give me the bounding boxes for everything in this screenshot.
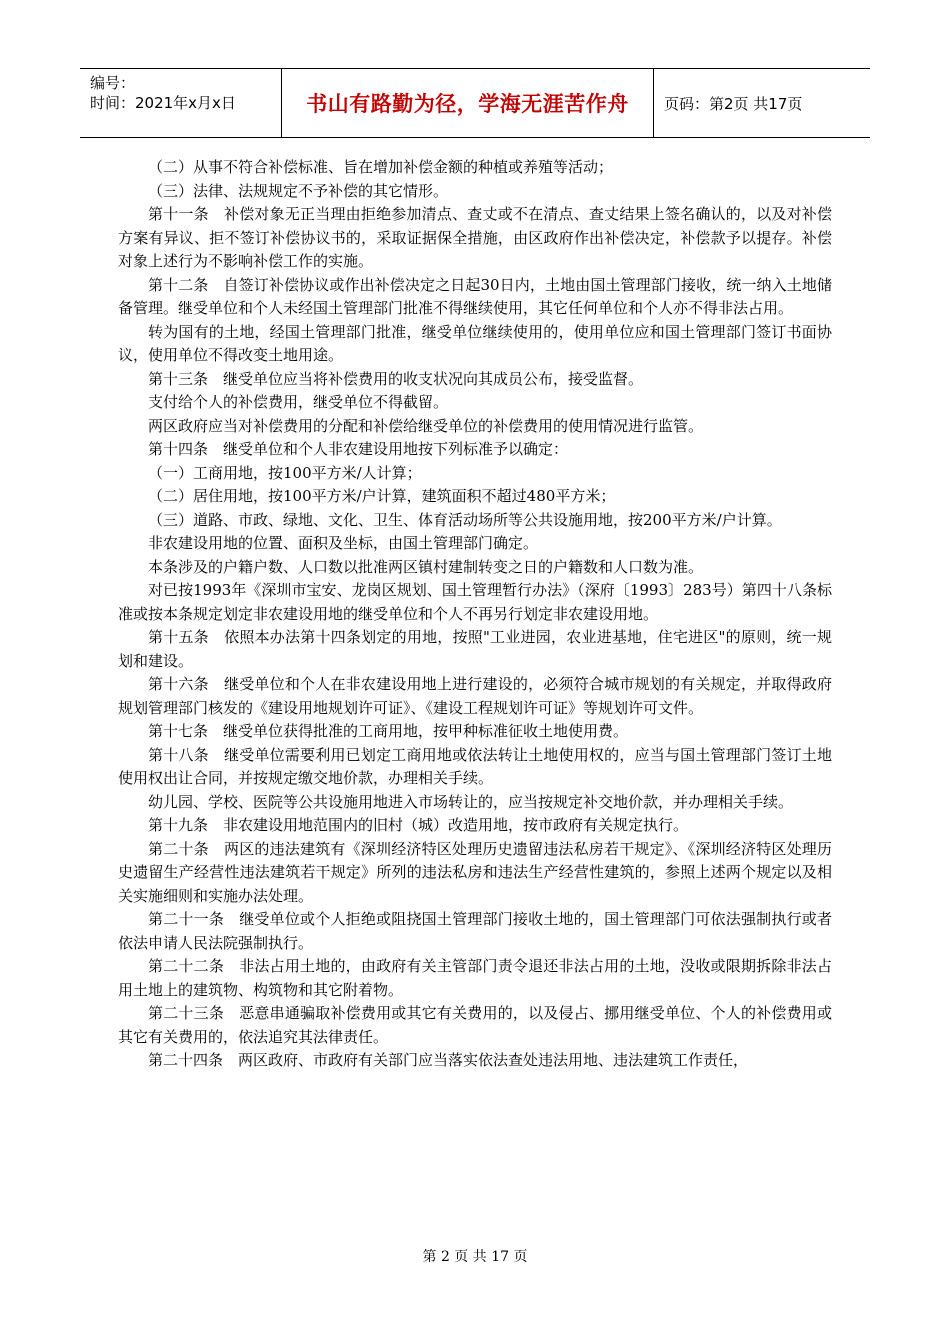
paragraph: （三）道路、市政、绿地、文化、卫生、体育活动场所等公共设施用地，按200平方米/户计算。 [148, 510, 782, 529]
paragraph: 对已按1993年《深圳市宝安、龙岗区规划、国土管理暂行办法》（深府〔1993〕283号）第四十八条标准或按本条规定划定非农建设用地的继受单位和个人不再另行划定非农建设用地。 [118, 581, 832, 623]
document-date: 时间：2021年x月x日 [90, 94, 236, 112]
paragraph: （二）从事不符合补偿标准、旨在增加补偿金额的种植或养殖等活动； [148, 158, 614, 176]
paragraph: 第十二条 自签订补偿协议或作出补偿决定之日起30日内，土地由国土管理部门接收，统一纳入土地储备管理。继受单位和个人未经国土管理部门批准不得继续使用，其它任何单位和个人亦不得非法占用。 [118, 275, 832, 317]
paragraph: 幼儿园、学校、医院等公共设施用地进入市场转让的，应当按规定补交地价款，并办理相关手续。 [148, 792, 794, 811]
header-motto: 书山有路勤为径，学海无涯苦作舟 [282, 69, 654, 137]
paragraph: 两区政府应当对补偿费用的分配和补偿给继受单位的补偿费用的使用情况进行监管。 [148, 416, 704, 435]
paragraph: 第二十四条 两区政府、市政府有关部门应当落实依法查处违法用地、违法建筑工作责任， [148, 1051, 749, 1069]
paragraph: 第二十条 两区的违法建筑有《深圳经济特区处理历史遗留违法私房若干规定》、《深圳经济特区处理历史遗留生产经营性违法建筑若干规定》所列的违法私房和违法生产经营性建筑的，参照上述两个规定以及相关实施细则和实施办法处理。 [118, 839, 832, 905]
paragraph: 第二十三条 恶意串通骗取补偿费用或其它有关费用的，以及侵占、挪用继受单位、个人的补偿费用或其它有关费用的，依法追究其法律责任。 [118, 1004, 832, 1046]
page-header [80, 68, 870, 138]
paragraph: 第十七条 继受单位获得批准的工商用地，按甲种标准征收土地使用费。 [148, 722, 629, 740]
paragraph: 支付给个人的补偿费用，继受单位不得截留。 [148, 393, 449, 411]
paragraph: （二）居住用地，按100平方米/户计算，建筑面积不超过480平方米； [148, 487, 616, 505]
paragraph: 第十四条 继受单位和个人非农建设用地按下列标准予以确定： [148, 440, 569, 458]
paragraph: （一）工商用地，按100平方米/人计算； [148, 463, 422, 482]
paragraph: 第二十一条 继受单位或个人拒绝或阻挠国土管理部门接收土地的，国土管理部门可依法强制执行或者依法申请人民法院强制执行。 [118, 910, 832, 952]
paragraph: 第十五条 依照本办法第十四条划定的用地，按照"工业进园，农业进基地，住宅进区"的原则，统一规划和建设。 [118, 628, 832, 670]
page-footer: 第 2 页 共 17 页 [422, 1249, 528, 1265]
paragraph: 第十三条 继受单位应当将补偿费用的收支状况向其成员公布，接受监督。 [148, 369, 644, 388]
paragraph: 第十九条 非农建设用地范围内的旧村（城）改造用地，按市政府有关规定执行。 [148, 816, 689, 834]
paragraph: 第十一条 补偿对象无正当理由拒绝参加清点、查丈或不在清点、查丈结果上签名确认的，以及对补偿方案有异议、拒不签订补偿协议书的，采取证据保全措施，由区政府作出补偿决定，补偿款予以提存。补偿对象上述行为不影响补偿工作的实施。 [118, 205, 832, 270]
header-page-number: 页码：第2页 共17页 [664, 94, 803, 113]
paragraph: 非农建设用地的位置、面积及坐标，由国土管理部门确定。 [148, 534, 539, 552]
paragraph: 第十八条 继受单位需要利用已划定工商用地或依法转让土地使用权的，应当与国土管理部门签订土地使用权出让合同，并按规定缴交地价款，办理相关手续。 [118, 745, 832, 787]
paragraph: 第二十二条 非法占用土地的，由政府有关主管部门责令退还非法占用的土地，没收或限期拆除非法占用土地上的建筑物、构筑物和其它附着物。 [118, 957, 832, 999]
paragraph: 第十六条 继受单位和个人在非农建设用地上进行建设的，必须符合城市规划的有关规定，并取得政府规划管理部门核发的《建设用地规划许可证》、《建设工程规划许可证》等规划许可文件。 [118, 675, 832, 717]
document-number: 编号： [90, 74, 136, 92]
paragraph: （三）法律、法规规定不予补偿的其它情形。 [148, 181, 449, 200]
paragraph: 转为国有的土地，经国土管理部门批准，继受单位继续使用的，使用单位应和国土管理部门签订书面协议，使用单位不得改变土地用途。 [118, 322, 832, 364]
header-meta [80, 69, 282, 137]
paragraph: 本条涉及的户籍户数、人口数以批准两区镇村建制转变之日的户籍数和人口数为准。 [148, 557, 704, 576]
document-body [118, 156, 832, 1073]
